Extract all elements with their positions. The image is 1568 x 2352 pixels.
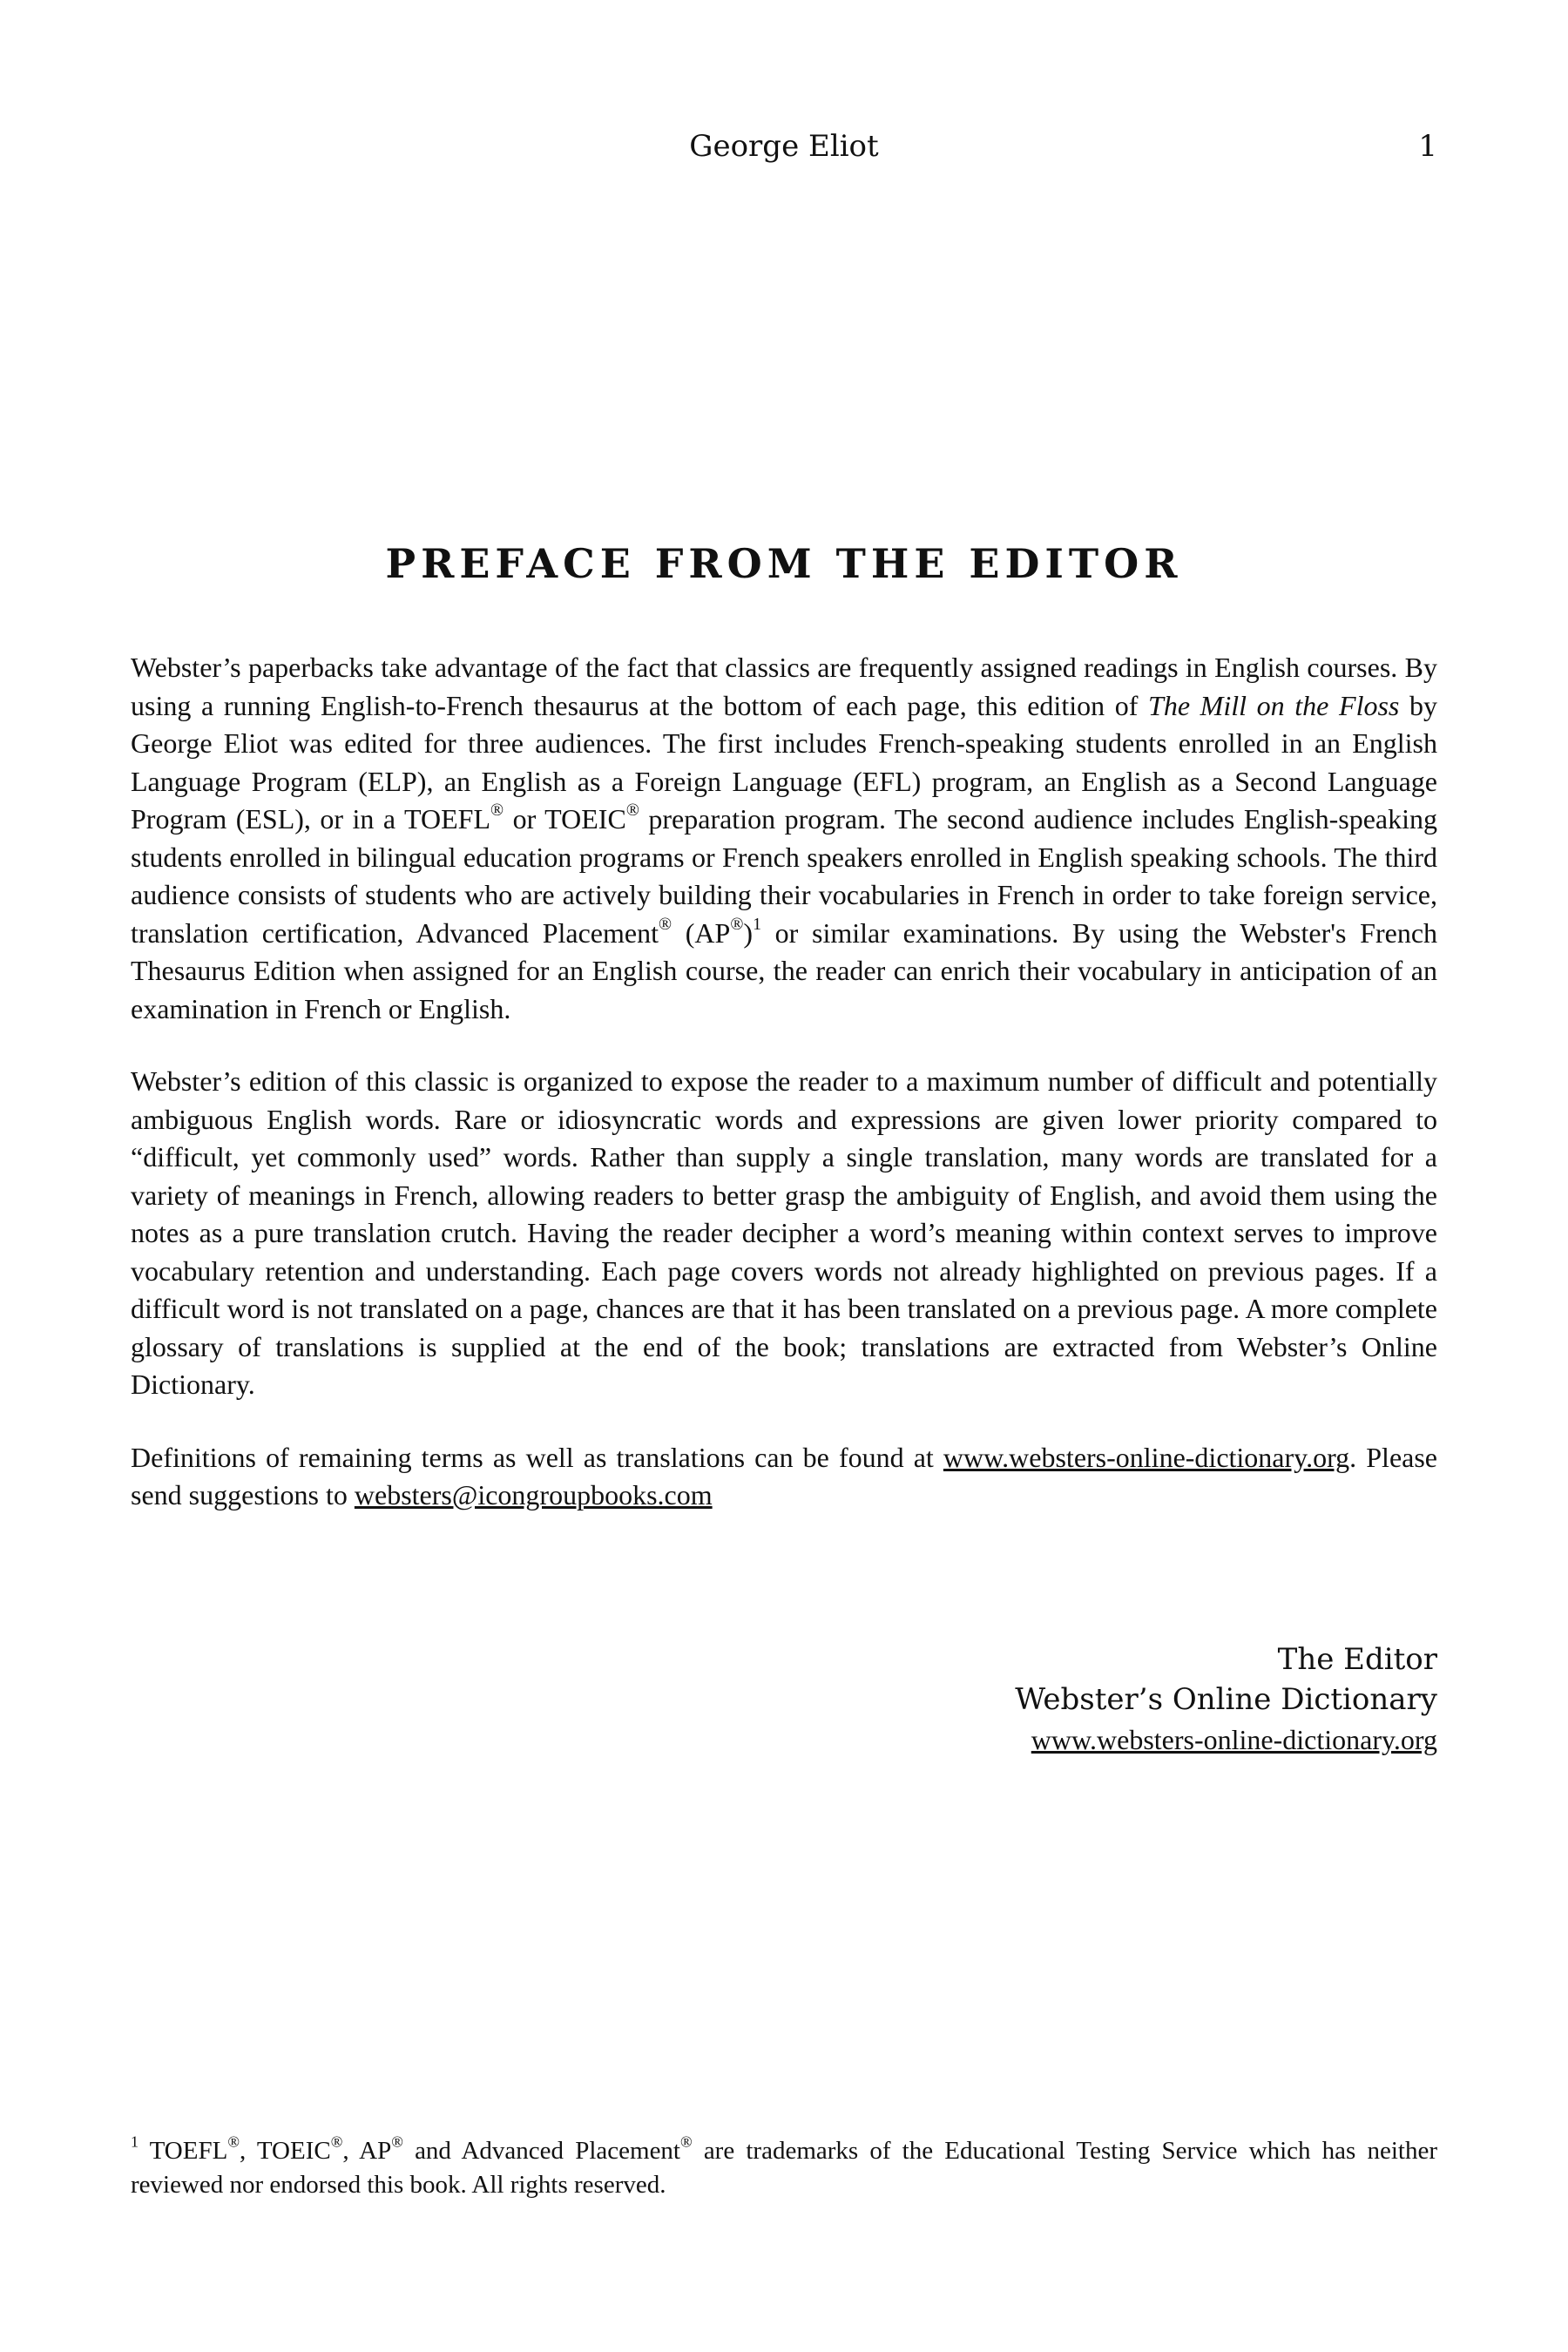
paragraph-2: Webster’s edition of this classic is organized to expose the reader to a maximum number of difficult and potentially ambiguous English words. Rare or idiosyncratic words and expressions are given lower priority compared to “difficult, yet commonly used” words. Rather than supply a single translation, many words are translated for a variety of meanings in French, allowing readers to better grasp the ambiguity of English, and avoid them using the notes as a pure translation crutch. Having the reader decipher a word’s meaning within context serves to improve vocabulary retention and understanding. Each page covers words not already highlighted on previous pages. If a difficult word is not translated on a page, chances are that it has been translated on a previous page. A more complete glossary of translations is supplied at the end of the book; translations are extracted from Webster’s Online Dictionary. [131, 1065, 1437, 1400]
paragraph-1: Webster’s paperbacks take advantage of the fact that classics are frequently assigned readings in English courses. By using a running English-to-French thesaurus at the bottom of each page, this edition of The Mill on the Floss by George Eliot was edited for three audiences. The first includes French-speaking students enrolled in an English Language Program (ELP), an English as a Foreign Language (EFL) program, an English as a Second Language Program (ESL), or in a TOEFL® or TOEIC® preparation program. The second audience includes English-speaking students enrolled in bilingual education programs or French speakers enrolled in English speaking schools. The third audience consists of students who are actively building their vocabularies in French in order to take foreign service, translation certification, Advanced Placement® $(AP®)^1$ or similar examinations. By using the Webster's French Thesaurus Edition when assigned for an English course, the reader can enrich their vocabulary in anticipation of an examination in French or English. [131, 652, 1438, 1024]
editor-signature [1015, 1639, 1437, 1760]
footnote-marker: 1 [131, 2132, 139, 2151]
registered-mark: ® [490, 801, 504, 821]
footnote: $^1$ TOEFL®, TOEIC®, AP® and Advanced Placement® are trademarks of the Educational Testing Service which has neither reviewed nor endorsed this book. All rights reserved. [131, 2132, 1437, 2199]
preface-body [131, 649, 1437, 1550]
header-author: George Eliot [689, 129, 879, 164]
registered-mark: ® [658, 914, 672, 934]
book-title: The Mill on the Floss [1148, 689, 1400, 721]
registered-mark: ® [391, 2132, 403, 2151]
page-number: 1 [1418, 129, 1437, 164]
signature-role: The Editor [1277, 1642, 1437, 1677]
registered-mark: ® [330, 2132, 343, 2151]
dictionary-link[interactable]: www.websters-online-dictionary.org [943, 1441, 1350, 1473]
registered-mark: ® [680, 2132, 693, 2151]
running-header [131, 129, 1437, 172]
registered-mark: ® [625, 801, 639, 821]
registered-mark: ® [730, 914, 744, 934]
email-link[interactable]: websters@icongroupbooks.com [354, 1479, 713, 1511]
footnote-reference[interactable]: 1 [753, 914, 761, 934]
signature-link[interactable]: www.websters-online-dictionary.org [1031, 1724, 1437, 1755]
paragraph-3: Definitions of remaining terms as well as translations can be found at www.websters-online-dictionary.org. Please send suggestions to websters@icongroupbooks.com [131, 1441, 1438, 1511]
page-title: PREFACE FROM THE EDITOR [385, 540, 1183, 587]
registered-mark: ® [227, 2132, 240, 2151]
signature-organization: Webster’s Online Dictionary [1015, 1682, 1437, 1717]
